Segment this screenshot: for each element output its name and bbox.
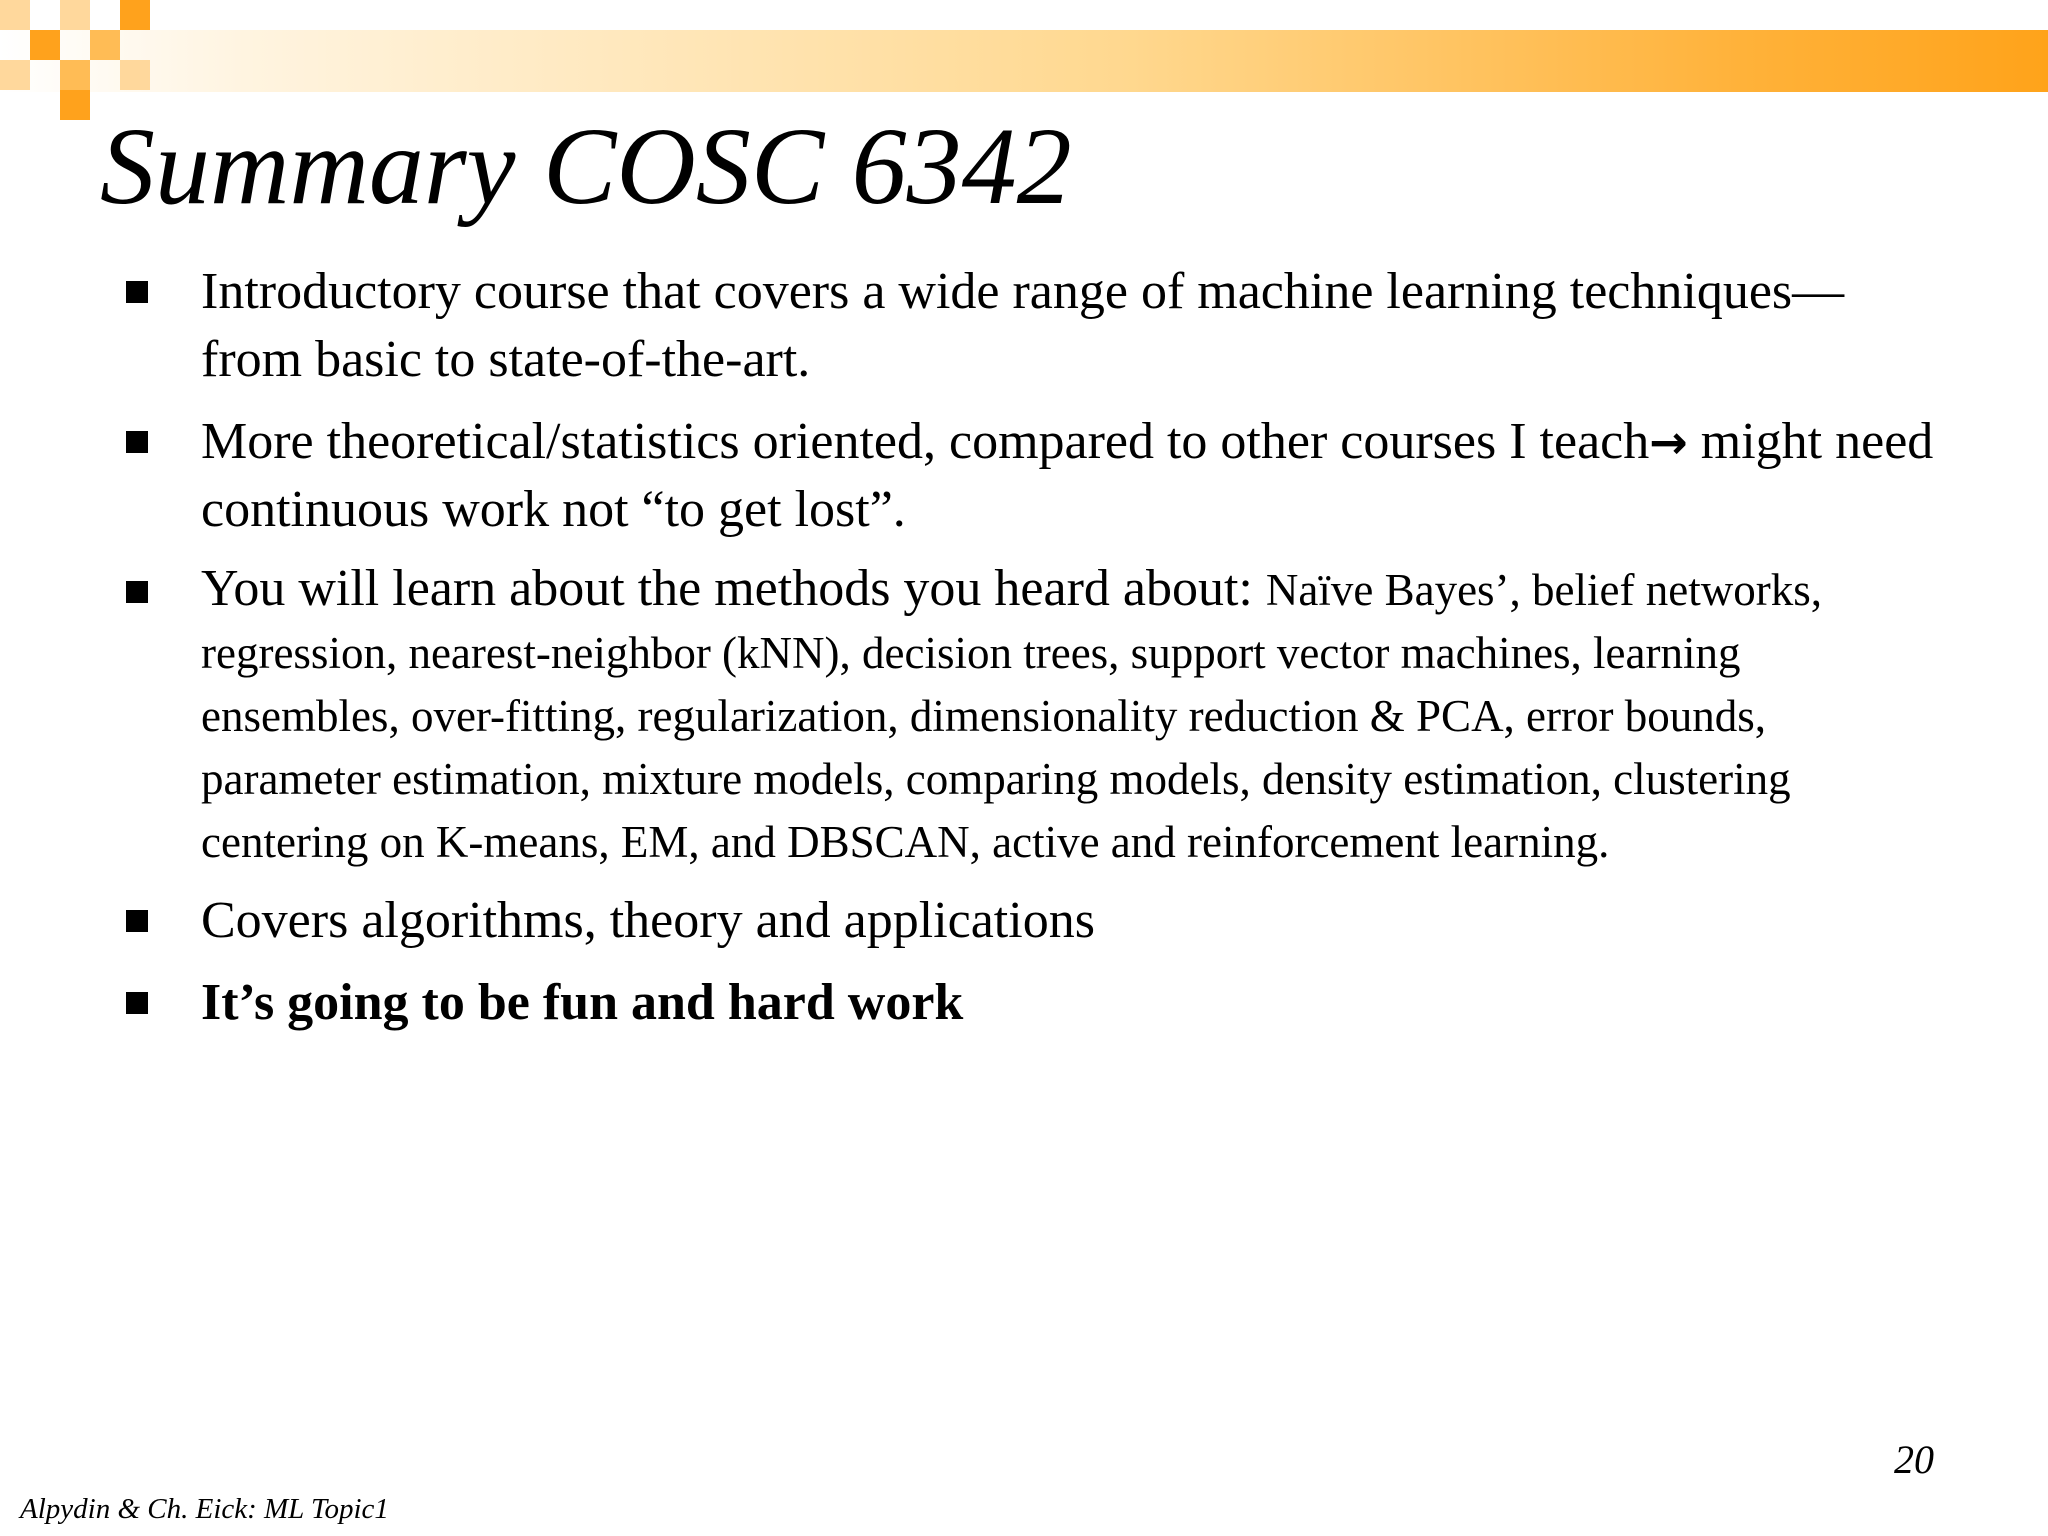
- bullet-text: Covers algorithms, theory and applications: [201, 892, 1095, 949]
- bullet-text-continued: might need continuous work not “to get lost”.: [201, 413, 1934, 538]
- header-decoration-bar: [0, 30, 2048, 92]
- header-decoration-square: [90, 30, 120, 60]
- header-decoration-square: [60, 0, 90, 30]
- page-number: 20: [1894, 1437, 1934, 1482]
- bullet-item: [120, 408, 1940, 544]
- header-decoration-square: [60, 60, 90, 90]
- header-decoration-square: [0, 0, 30, 30]
- header-decoration-square: [60, 90, 90, 120]
- square-bullet-icon: [126, 431, 148, 453]
- bullet-item: [120, 887, 1940, 955]
- footer-credit: Alpydin & Ch. Eick: ML Topic1: [20, 1493, 389, 1525]
- header-decoration-square: [0, 60, 30, 90]
- header-decoration-square: [120, 0, 150, 30]
- header-decoration-square: [30, 30, 60, 60]
- arrow-right-icon: →: [1649, 415, 1688, 469]
- bullet-item: [120, 969, 1940, 1037]
- header-decoration-square: [120, 60, 150, 90]
- bullet-text: More theoretical/statistics oriented, compared to other courses I teach: [201, 413, 1650, 470]
- bullet-topic-list: Naïve Bayes’, belief networks, regression, nearest-neighbor (kNN), decision trees, support vector machines, learning ensembles, over-fitting, regularization, dimensionality reduction & PCA, error bounds, parameter estimation, mixture models, comparing models, density estimation, clustering centering on K-means, EM, and DBSCAN, active and reinforcement learning.: [201, 565, 1822, 867]
- bullet-item: [120, 558, 1940, 873]
- bullet-item: [120, 258, 1940, 394]
- square-bullet-icon: [126, 281, 148, 303]
- slide-title: Summary COSC 6342: [100, 105, 1072, 227]
- bullet-text: It’s going to be fun and hard work: [201, 974, 964, 1031]
- bullet-text: Introductory course that covers a wide range of machine learning techniques—from basic to state-of-the-art.: [201, 263, 1845, 388]
- bullet-lead-text: You will learn about the methods you heard about:: [201, 560, 1266, 617]
- square-bullet-icon: [126, 910, 148, 932]
- square-bullet-icon: [126, 581, 148, 603]
- square-bullet-icon: [126, 992, 148, 1014]
- bullet-list: [120, 258, 1940, 1051]
